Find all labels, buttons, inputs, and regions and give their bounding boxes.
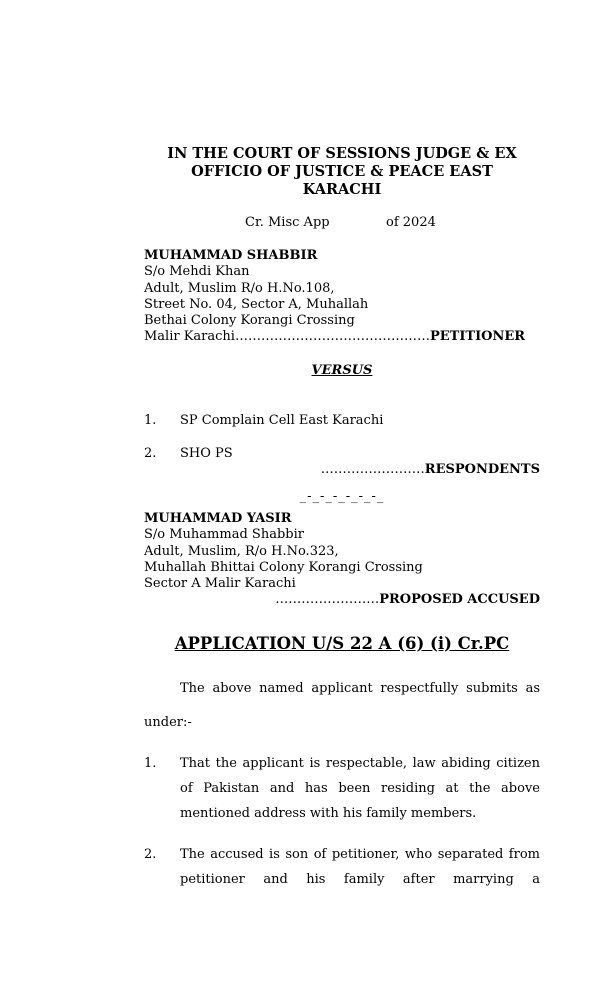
- accused-address-line: S/o Muhammad Shabbir: [144, 527, 304, 543]
- respondent-text: SHO PS: [180, 446, 233, 461]
- petitioner-last-line: Malir Karachi………………………………………: [144, 329, 430, 345]
- accused-address-line: Sector A Malir Karachi: [144, 576, 296, 592]
- paragraph-number: 2.: [144, 847, 157, 862]
- case-number-year: of 2024: [386, 215, 436, 230]
- petitioner-address-line: Adult, Muslim R/o H.No.108,: [144, 280, 335, 296]
- petitioner-address-line: Street No. 04, Sector A, Muhallah: [144, 296, 369, 312]
- paragraph-text: The accused is son of petitioner, who separated from petitioner and his family after marrying a: [180, 847, 540, 887]
- case-number-label: Cr. Misc App: [245, 215, 330, 230]
- petitioner-address-line: Bethai Colony Korangi Crossing: [144, 313, 355, 329]
- section-separator: _-_-_-_-_-_-_: [299, 489, 385, 504]
- respondent-text: SP Complain Cell East Karachi: [180, 413, 384, 428]
- paragraph-text: That the applicant is respectable, law abiding citizen of Pakistan and has been residing at the above mentioned address with his family members.: [180, 756, 540, 821]
- petitioner-role-line: [144, 329, 540, 345]
- accused-name: MUHAMMAD YASIR: [144, 511, 292, 526]
- paragraph-number: 1.: [144, 756, 157, 771]
- petitioner-role: PETITIONER: [429, 329, 526, 345]
- intro-paragraph: The above named applicant respectfully submits as under:-: [144, 681, 540, 730]
- respondent-number: 2.: [144, 446, 157, 461]
- accused-address-line: Muhallah Bhittai Colony Korangi Crossing: [144, 559, 423, 575]
- numbered-paragraph: [144, 751, 540, 826]
- respondent-item: [144, 446, 233, 462]
- petitioner-name: MUHAMMAD SHABBIR: [144, 248, 318, 263]
- court-heading: [144, 145, 540, 199]
- case-number: [245, 215, 436, 231]
- accused-role: PROPOSED ACCUSED: [379, 592, 540, 608]
- application-title: APPLICATION U/S 22 A (6) (i) Cr.PC: [174, 634, 510, 653]
- respondents-role-line: [321, 462, 540, 477]
- accused-dots: ……………………: [275, 592, 380, 608]
- court-heading-line-3: KARACHI: [302, 181, 382, 198]
- respondent-item: [144, 413, 383, 429]
- court-heading-line-1: IN THE COURT OF SESSIONS JUDGE & EX: [167, 145, 517, 162]
- respondents-dots: ……………………: [320, 462, 425, 477]
- respondents-role: RESPONDENTS: [424, 462, 540, 477]
- numbered-paragraph: [144, 842, 540, 892]
- petitioner-address-line: S/o Mehdi Khan: [144, 264, 250, 280]
- petitioner-block: [144, 248, 540, 346]
- versus-heading: VERSUS: [311, 363, 373, 378]
- accused-block: [144, 511, 540, 609]
- respondent-number: 1.: [144, 413, 157, 428]
- accused-address-line: Adult, Muslim, R/o H.No.323,: [144, 543, 339, 559]
- court-heading-line-2: OFFICIO OF JUSTICE & PEACE EAST: [191, 163, 493, 180]
- accused-role-line: [144, 592, 540, 608]
